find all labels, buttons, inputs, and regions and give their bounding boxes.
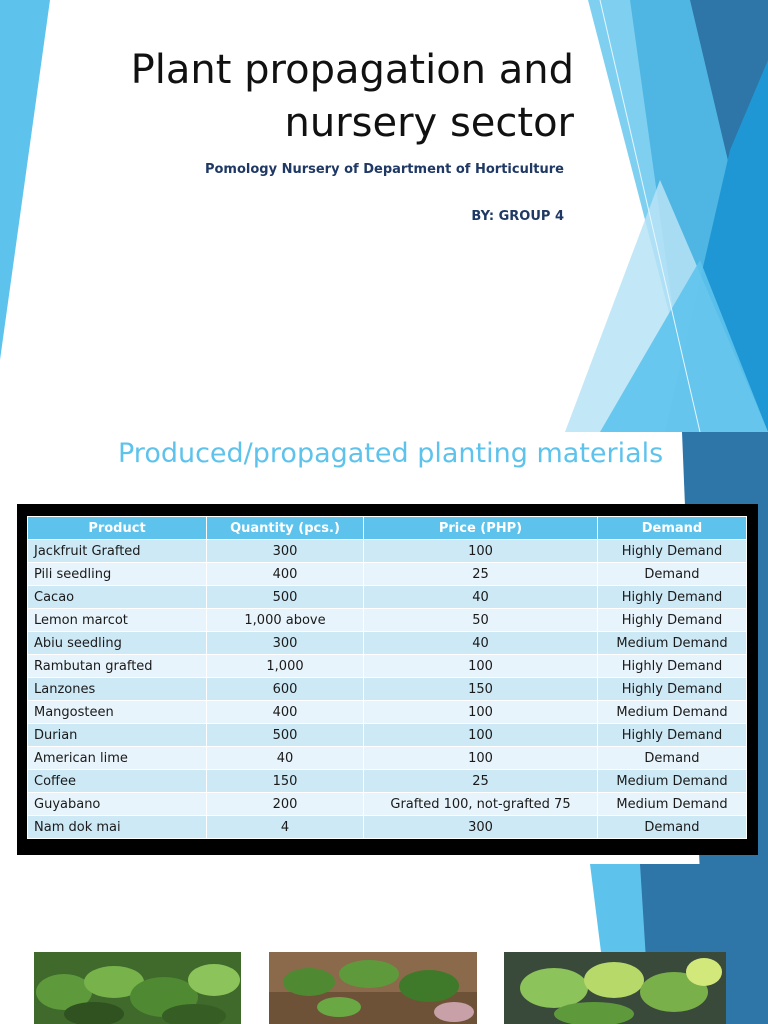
cell-product: Mangosteen xyxy=(28,701,207,724)
table-frame xyxy=(17,504,758,855)
cell-price: 300 xyxy=(364,816,598,839)
title-line-2: nursery sector xyxy=(284,100,574,146)
slide-byline: BY: GROUP 4 xyxy=(471,209,564,224)
plant-photo-1 xyxy=(34,952,241,1024)
cell-product: Pili seedling xyxy=(28,563,207,586)
table-header-row xyxy=(28,517,747,540)
header-quantity: Quantity (pcs.) xyxy=(207,517,364,540)
title-line-1: Plant propagation and xyxy=(130,47,574,93)
cell-demand: Highly Demand xyxy=(598,609,747,632)
slide-subtitle: Pomology Nursery of Department of Horticulture xyxy=(204,162,564,177)
cell-demand: Demand xyxy=(598,563,747,586)
cell-product: Coffee xyxy=(28,770,207,793)
table-row xyxy=(28,816,747,839)
cell-price: 25 xyxy=(364,770,598,793)
cell-price: 100 xyxy=(364,701,598,724)
table-row xyxy=(28,724,747,747)
cell-product: Nam dok mai xyxy=(28,816,207,839)
cell-price: 50 xyxy=(364,609,598,632)
cell-demand: Highly Demand xyxy=(598,586,747,609)
cell-price: 100 xyxy=(364,724,598,747)
table-row xyxy=(28,540,747,563)
cell-demand: Medium Demand xyxy=(598,632,747,655)
cell-quantity: 500 xyxy=(207,724,364,747)
cell-demand: Medium Demand xyxy=(598,770,747,793)
cell-product: Jackfruit Grafted xyxy=(28,540,207,563)
cell-demand: Highly Demand xyxy=(598,724,747,747)
slide-title xyxy=(131,44,574,150)
cell-quantity: 40 xyxy=(207,747,364,770)
cell-demand: Demand xyxy=(598,816,747,839)
table-row xyxy=(28,586,747,609)
cell-quantity: 1,000 xyxy=(207,655,364,678)
cell-quantity: 200 xyxy=(207,793,364,816)
cell-product: Abiu seedling xyxy=(28,632,207,655)
cell-product: American lime xyxy=(28,747,207,770)
table-row xyxy=(28,632,747,655)
cell-demand: Highly Demand xyxy=(598,678,747,701)
cell-demand: Medium Demand xyxy=(598,793,747,816)
cell-quantity: 4 xyxy=(207,816,364,839)
table-heading: Produced/propagated planting materials xyxy=(118,438,664,469)
plant-photo-2 xyxy=(269,952,477,1024)
cell-price: 100 xyxy=(364,540,598,563)
table-row xyxy=(28,701,747,724)
cell-quantity: 500 xyxy=(207,586,364,609)
table-row xyxy=(28,563,747,586)
cell-demand: Medium Demand xyxy=(598,701,747,724)
cell-quantity: 300 xyxy=(207,632,364,655)
cell-price: 150 xyxy=(364,678,598,701)
title-slide xyxy=(0,0,768,432)
cell-price: 40 xyxy=(364,632,598,655)
cell-product: Cacao xyxy=(28,586,207,609)
header-price: Price (PHP) xyxy=(364,517,598,540)
cell-quantity: 1,000 above xyxy=(207,609,364,632)
cell-price: 25 xyxy=(364,563,598,586)
cell-quantity: 400 xyxy=(207,701,364,724)
table-row xyxy=(28,678,747,701)
header-demand: Demand xyxy=(598,517,747,540)
cell-demand: Highly Demand xyxy=(598,655,747,678)
header-product: Product xyxy=(28,517,207,540)
cell-quantity: 600 xyxy=(207,678,364,701)
cell-product: Lemon marcot xyxy=(28,609,207,632)
cell-product: Durian xyxy=(28,724,207,747)
cell-demand: Highly Demand xyxy=(598,540,747,563)
table-row xyxy=(28,655,747,678)
cell-product: Lanzones xyxy=(28,678,207,701)
table-row xyxy=(28,609,747,632)
table-row xyxy=(28,770,747,793)
cell-price: Grafted 100, not-grafted 75 xyxy=(364,793,598,816)
plant-photo-3 xyxy=(504,952,726,1024)
cell-quantity: 300 xyxy=(207,540,364,563)
table-row xyxy=(28,793,747,816)
cell-quantity: 150 xyxy=(207,770,364,793)
cell-product: Rambutan grafted xyxy=(28,655,207,678)
cell-product: Guyabano xyxy=(28,793,207,816)
table-row xyxy=(28,747,747,770)
cell-price: 100 xyxy=(364,655,598,678)
cell-price: 40 xyxy=(364,586,598,609)
table-slide xyxy=(0,432,768,1024)
cell-price: 100 xyxy=(364,747,598,770)
products-table xyxy=(27,516,747,839)
cell-demand: Demand xyxy=(598,747,747,770)
cell-quantity: 400 xyxy=(207,563,364,586)
